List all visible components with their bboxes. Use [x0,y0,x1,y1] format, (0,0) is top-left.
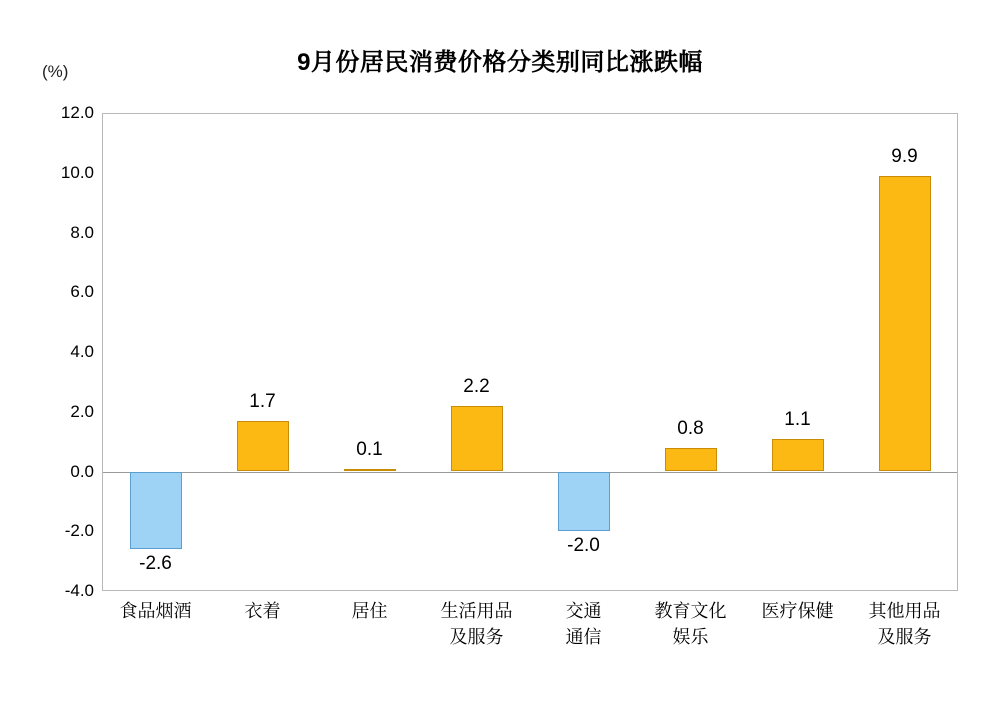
bar-group [102,113,209,591]
y-axis-tick: -2.0 [64,521,94,541]
y-axis-tick: 8.0 [70,222,94,242]
x-axis-category-labels [102,598,958,698]
y-axis-tick: 2.0 [70,401,94,421]
x-axis-tick [352,598,388,624]
bar-group [744,113,851,591]
bar-group [530,113,637,591]
x-axis-tick-line: 衣着 [244,601,281,621]
x-axis-tick-line: 及服务 [449,627,504,647]
x-axis-tick-line: 教育文化 [654,601,727,621]
bar-group [637,113,744,591]
bar[interactable] [237,421,289,472]
x-axis-tick [655,598,727,650]
bar-value-label: -2.6 [139,553,172,575]
bar-value-label: 1.1 [784,408,811,430]
x-axis-tick-line: 交通 [565,601,602,621]
bar-series [102,113,958,591]
bar-value-label: 9.9 [891,145,918,167]
x-axis-tick [441,598,513,650]
x-axis-tick-line: 娱乐 [672,627,709,647]
bar[interactable] [451,406,503,472]
bar-value-label: 2.2 [463,375,490,397]
bar-value-label: 1.7 [249,390,276,412]
y-axis-tick-labels [36,103,102,600]
y-axis-tick: -4.0 [64,581,94,600]
y-axis-tick: 0.0 [70,461,94,481]
bar[interactable] [665,448,717,472]
x-axis-tick-line: 及服务 [877,627,932,647]
y-axis-tick: 12.0 [60,103,94,122]
bar[interactable] [344,469,396,472]
x-axis-tick-line: 医疗保健 [761,601,834,621]
x-axis-tick [245,598,281,624]
bar[interactable] [772,439,824,472]
bar[interactable] [558,472,610,532]
y-axis-tick: 4.0 [70,342,94,361]
x-axis-tick [762,598,834,624]
bar-group [209,113,316,591]
x-axis-tick-line: 居住 [351,601,388,621]
bar-value-label: -2.0 [567,535,600,557]
bar-value-label: 0.1 [356,438,383,460]
x-axis-tick-line: 生活用品 [440,601,513,621]
y-axis-tick: 6.0 [70,282,94,302]
x-axis-tick-line: 食品烟酒 [119,601,192,621]
bar-group [423,113,530,591]
x-axis-tick-line: 通信 [565,627,602,647]
bar[interactable] [879,176,931,472]
x-axis-tick [869,598,941,650]
chart-title: 9月份居民消费价格分类别同比涨跌幅 [297,49,703,76]
x-axis-tick [120,598,192,624]
bar[interactable] [130,472,182,550]
bar-group [316,113,423,591]
y-axis-unit-label: (%) [42,62,69,81]
x-axis-tick [566,598,602,650]
y-axis-tick: 10.0 [60,162,94,182]
x-axis-tick-line: 其他用品 [868,601,941,621]
bar-value-label: 0.8 [677,417,704,439]
bar-group [851,113,958,591]
